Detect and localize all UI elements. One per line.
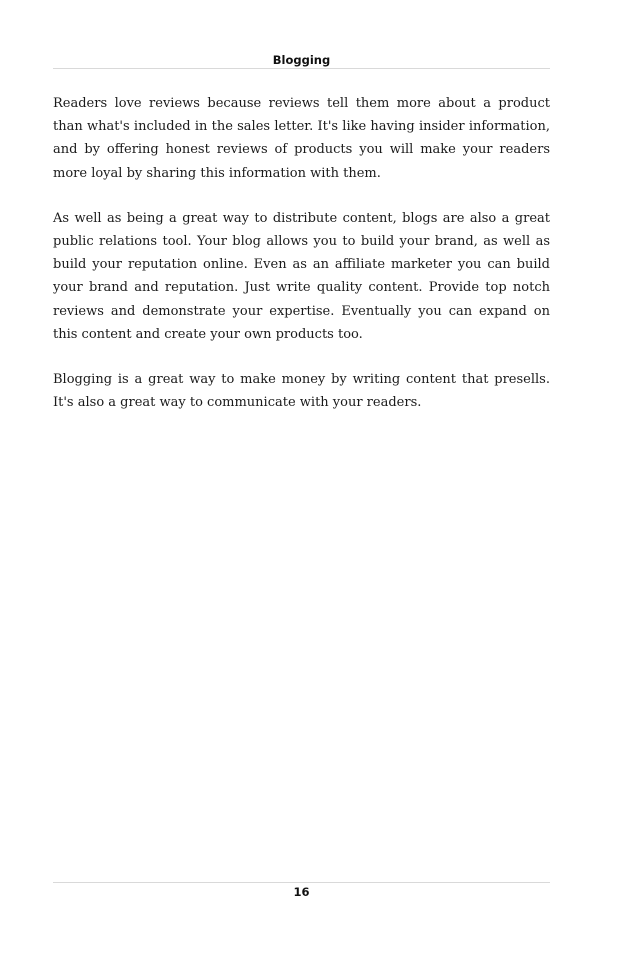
page-body: [53, 92, 550, 436]
paragraph-conclusion: Blogging is a great way to make money by writing content that presells. It's also a great way to communicate with your readers.: [53, 372, 550, 411]
paragraph-reviews: Readers love reviews because reviews tell them more about a product than what's included in the sales letter. It's like having insider information, and by offering honest reviews of products you will make your readers more loyal by sharing this information with them.: [53, 96, 550, 181]
paragraph-public-relations: As well as being a great way to distribute content, blogs are also a great public relations tool. Your blog allows you to build your brand, as well as build your reputation online. Even as an affiliate marketer you can build your brand and reputation. Just write quality content. Provide top notch reviews and demonstrate your expertise. Eventually you can expand on this content and create your own products too.: [53, 210, 550, 342]
footer-divider: [53, 882, 550, 883]
running-header: Blogging: [272, 53, 331, 67]
page-number: 16: [293, 885, 310, 899]
header-divider: [53, 68, 550, 69]
